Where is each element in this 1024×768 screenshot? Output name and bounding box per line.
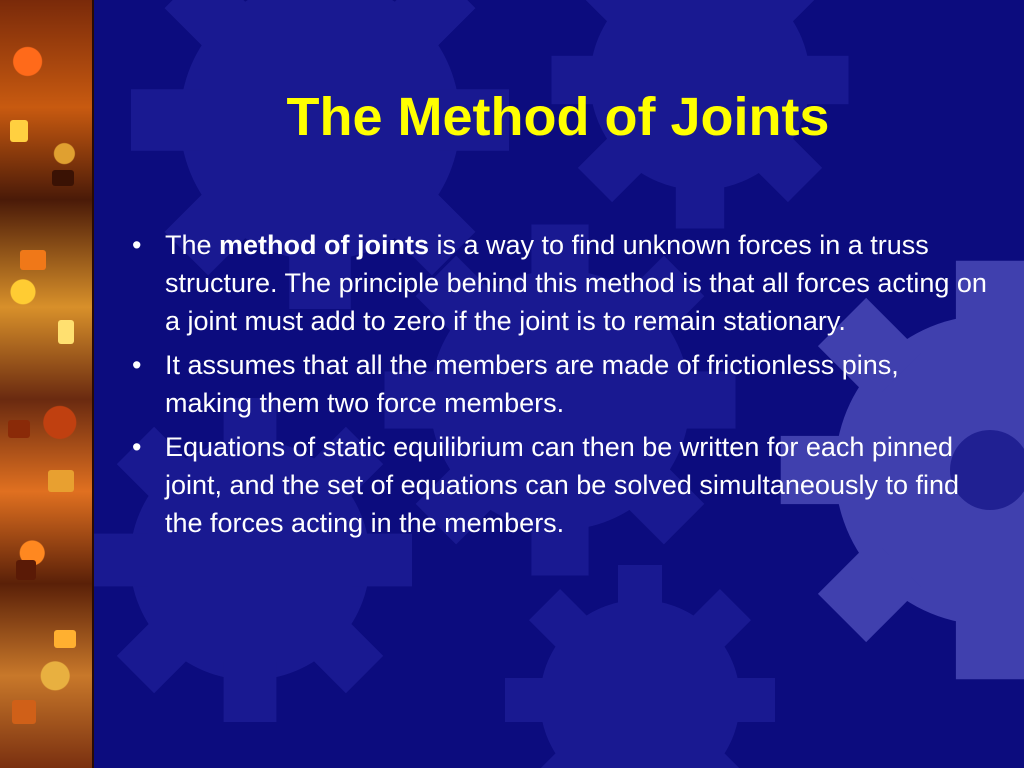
slide-title: The Method of Joints [286,87,830,147]
bullet-glyph: • [132,230,142,260]
bullet-text: The [165,230,220,260]
decorative-side-strip [0,0,94,768]
bullet-text: Equations of static equilibrium can then be written for each pinned joint, and the set of equations can be solved simultaneously to find the forces acting in the members. [165,432,960,538]
bullet-glyph: • [132,432,142,462]
bullet-item [130,226,990,340]
bullet-item [130,346,990,422]
bullet-glyph: • [132,350,142,380]
bullet-list [130,226,990,548]
bullet-text: is a way to find unknown forces in a truss structure. The principle behind this method is that all forces acting on a joint must add to zero if the joint is to remain stationary. [165,230,987,336]
bullet-term: method of joints [219,230,430,260]
bullet-item [130,428,990,542]
bullet-text: It assumes that all the members are made of frictionless pins, making them two force members. [165,350,899,418]
